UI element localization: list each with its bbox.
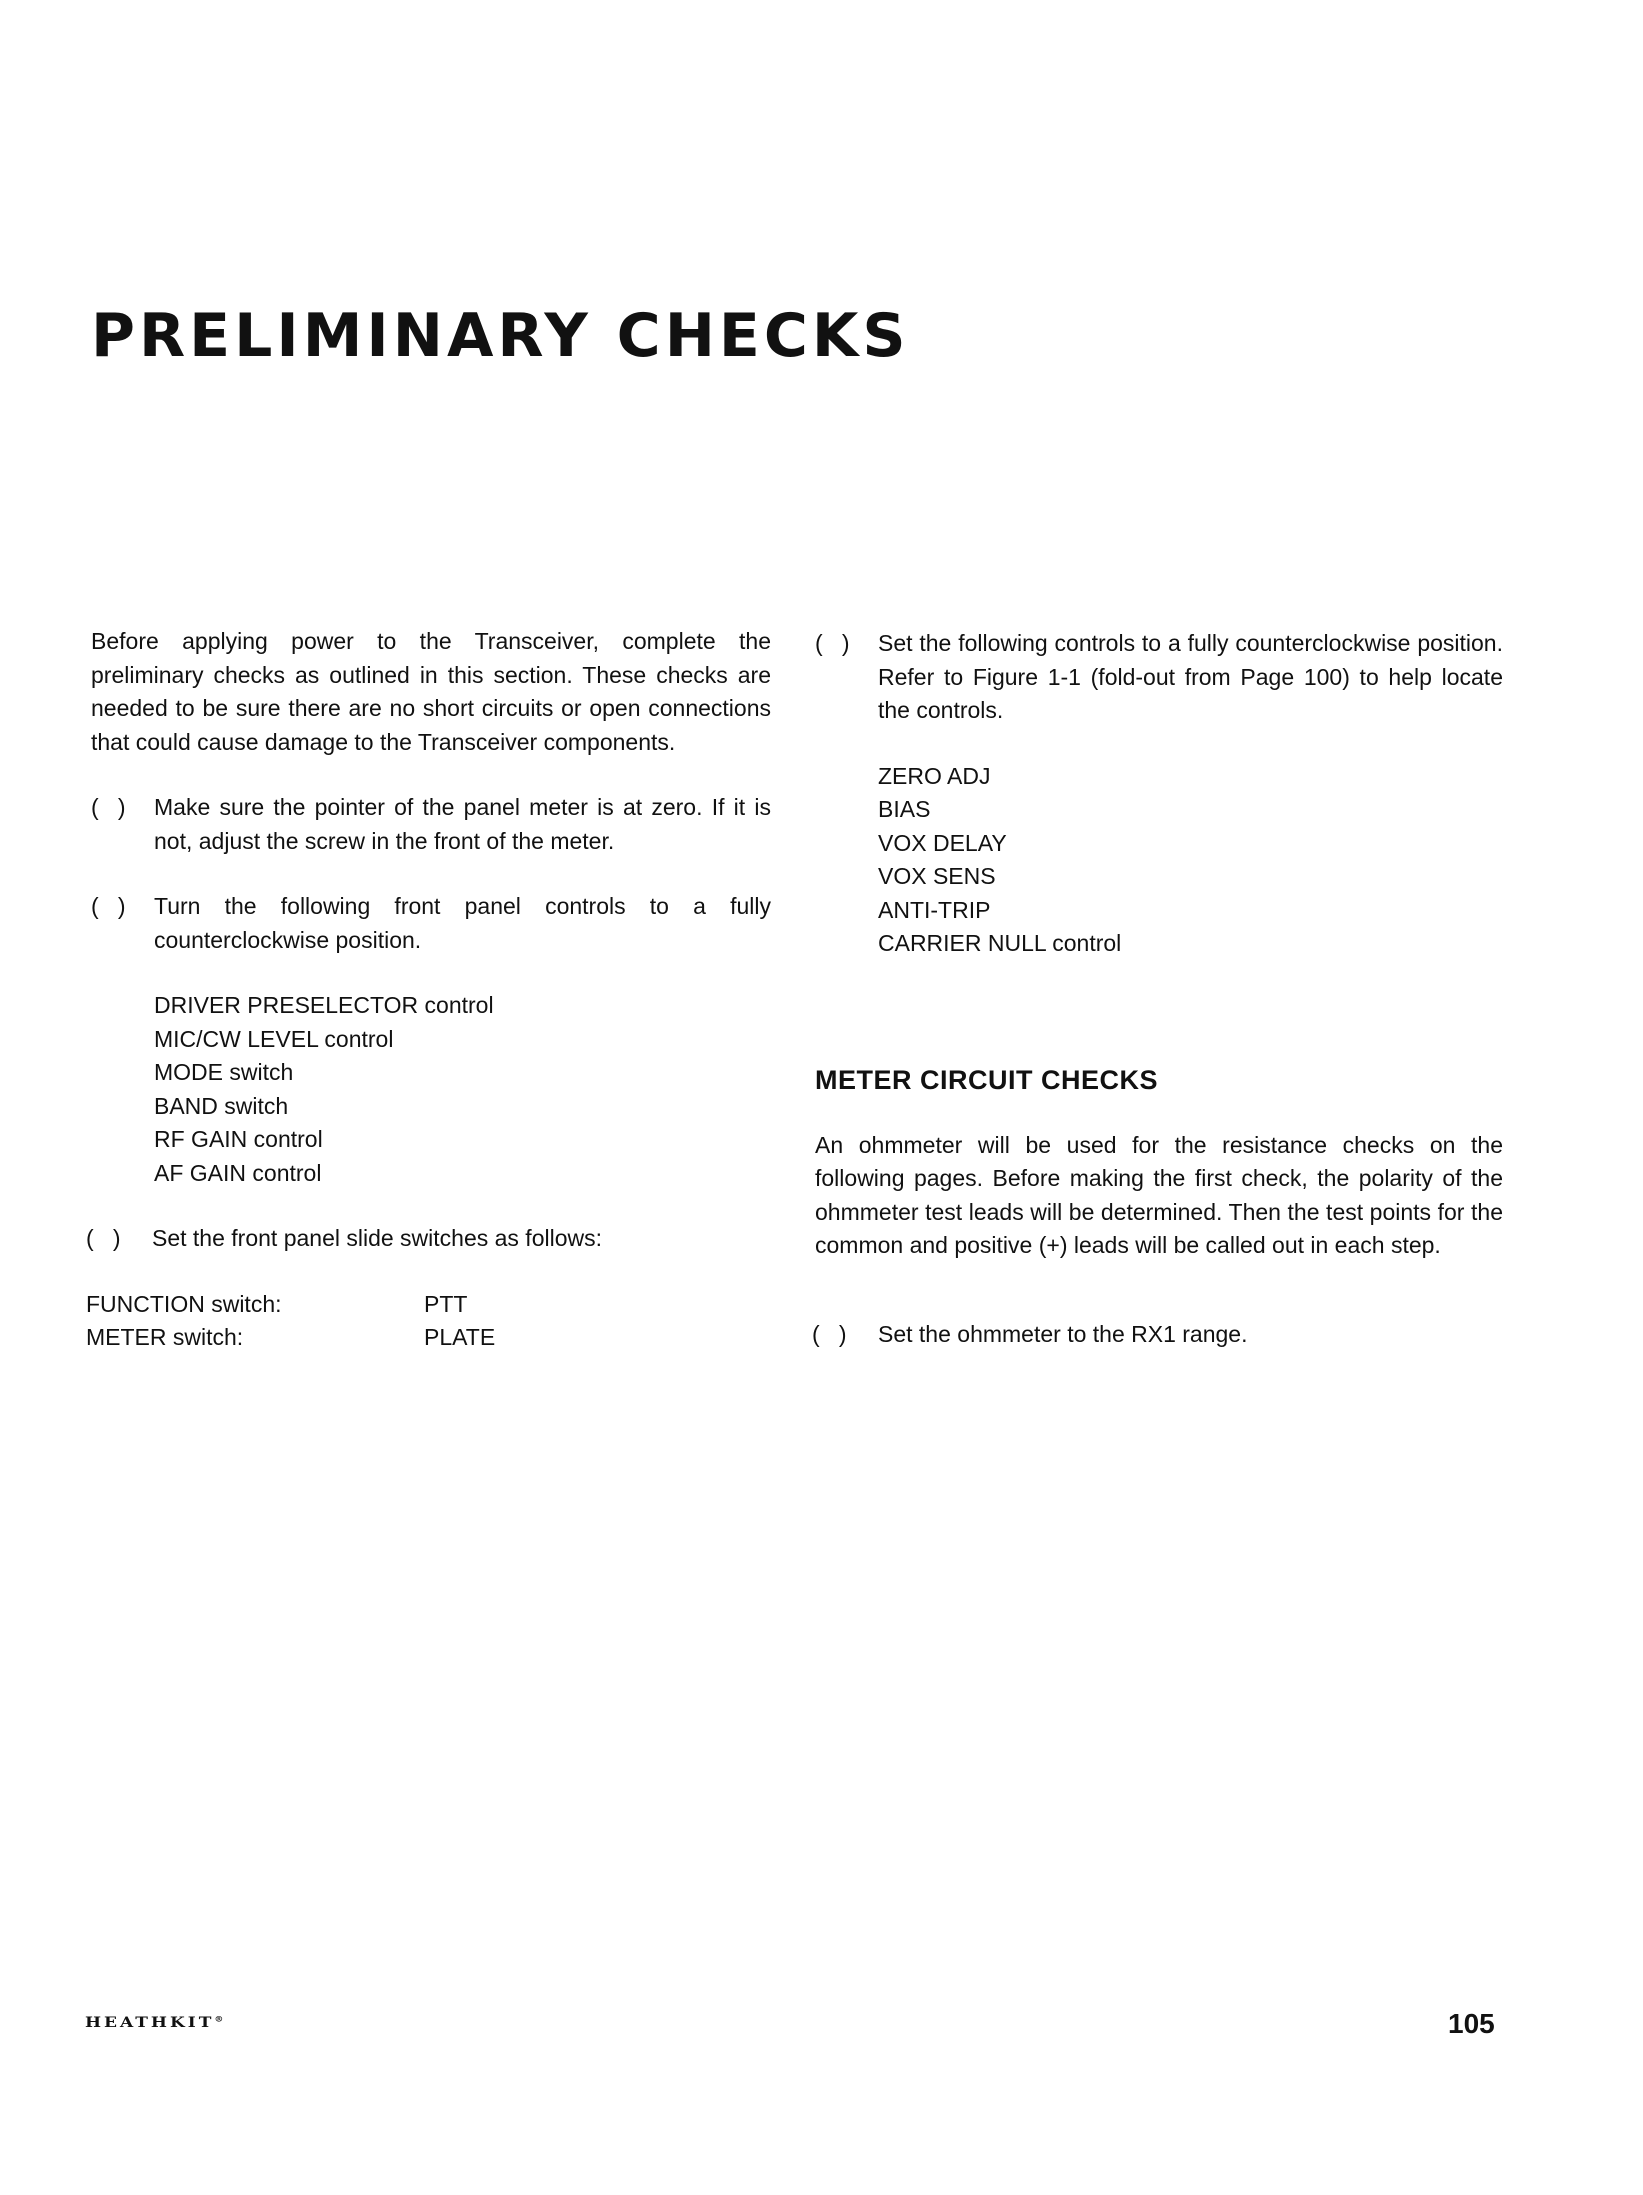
switch-label: FUNCTION switch: [86,1290,282,1317]
step-counterclockwise-controls [815,627,1503,728]
check-box[interactable]: ( ) [815,630,850,656]
step-text: Make sure the pointer of the panel meter is at zero. If it is not, adjust the screw in the front of the meter. [154,794,771,854]
intro-paragraph: Before applying power to the Transceiver, complete the preliminary checks as outlined in this section. These checks are needed to be sure there are no short circuits or open connections that could cause damage to the Transceiver components. [91,628,771,755]
registered-mark: ® [214,2016,224,2025]
list-item: VOX SENS [878,863,996,889]
page-number: 105 [1448,2008,1495,2039]
list-item: BAND switch [154,1092,289,1119]
switch-settings-table [86,1288,495,1355]
step-front-panel-controls [91,890,771,957]
step-text: Set the following controls to a fully counterclockwise position. Refer to Figure 1-1 (fold-out from Page 100) to help locate the controls. [878,630,1503,723]
switch-value: PLATE [424,1324,496,1350]
list-item: AF GAIN control [154,1159,322,1186]
list-item: RF GAIN control [154,1126,323,1152]
table-row [86,1288,495,1322]
check-box[interactable]: ( ) [91,794,126,820]
internal-controls-list [815,760,1503,961]
list-item: CARRIER NULL control [878,930,1122,956]
switch-label: METER switch: [86,1324,244,1350]
check-box[interactable]: ( ) [86,1225,121,1251]
table-row [86,1321,495,1355]
list-item: MODE switch [154,1059,294,1085]
page-title: PRELIMINARY CHECKS [91,301,910,371]
meter-intro-paragraph: An ohmmeter will be used for the resistance checks on the following pages. Before making the first check, the polarity of the ohmmeter test leads will be determined. Then the test points for the common and positive (+) leads will be called out in each step. [815,1131,1503,1258]
check-box[interactable]: ( ) [812,1320,847,1347]
front-panel-controls-list [91,989,771,1190]
step-text: Turn the following front panel controls to a fully counterclockwise position. [154,893,771,953]
heathkit-logo [85,2015,223,2031]
step-ohmmeter-range [812,1318,1503,1352]
step-slide-switches [86,1222,771,1256]
list-item: ZERO ADJ [878,762,991,789]
section-heading: METER CIRCUIT CHECKS [815,1064,1159,1095]
list-item: ANTI-TRIP [878,896,991,923]
list-item: MIC/CW LEVEL control [154,1025,394,1052]
check-box[interactable]: ( ) [91,893,126,919]
list-item: VOX DELAY [878,829,1007,856]
step-text: Set the ohmmeter to the RX1 range. [878,1320,1248,1347]
list-item: BIAS [878,796,931,822]
left-column [86,625,771,1355]
switch-value: PTT [424,1290,468,1317]
right-column [812,627,1503,1351]
step-zero-meter [91,791,771,858]
list-item: DRIVER PRESELECTOR control [154,992,494,1018]
step-text: Set the front panel slide switches as follows: [152,1225,603,1251]
brand-text: HEATHKIT [85,2015,215,2031]
